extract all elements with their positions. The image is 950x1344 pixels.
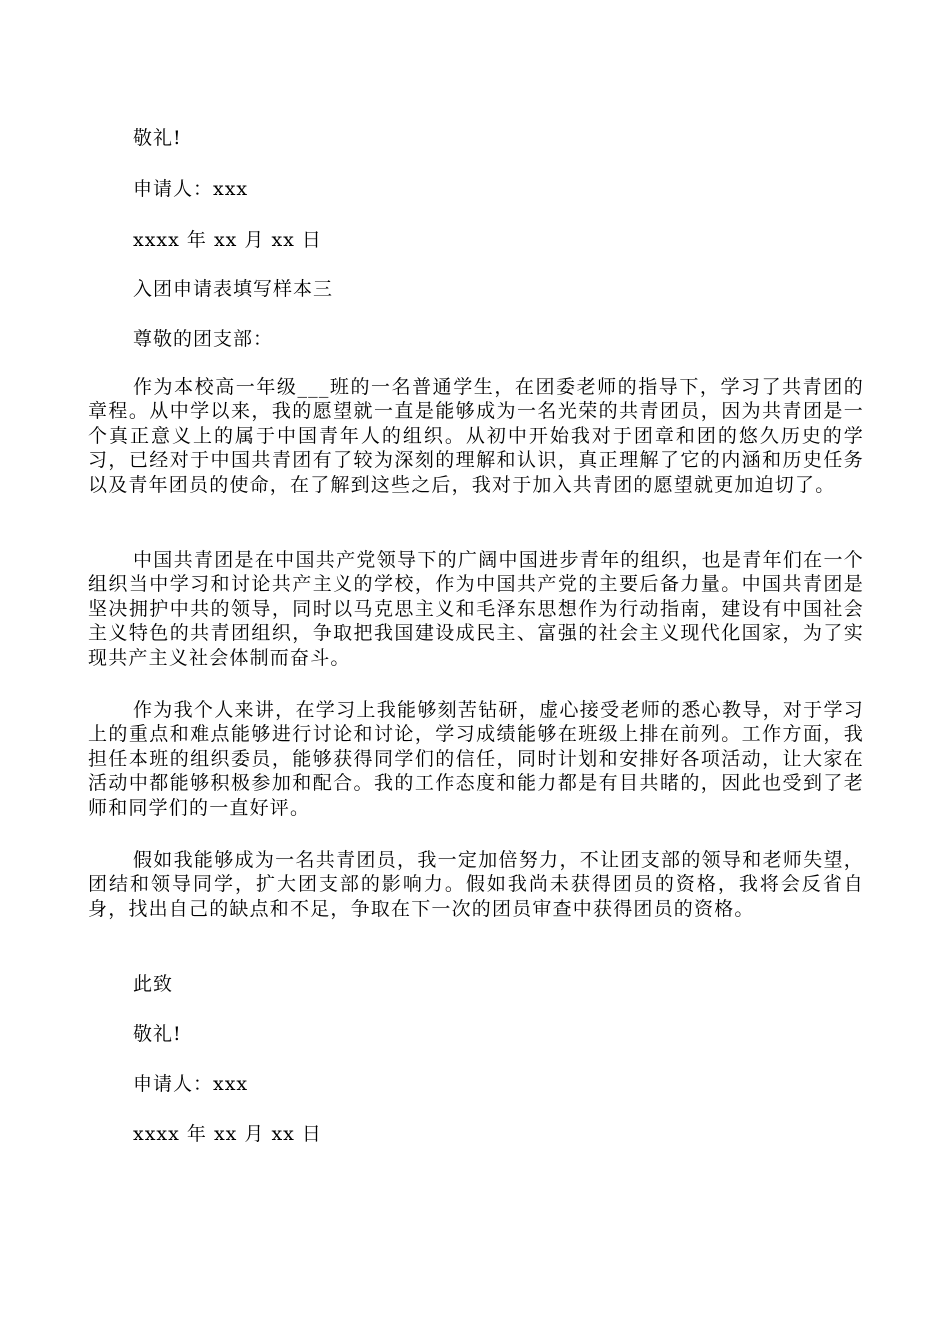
applicant-bottom: 申请人：xxx: [133, 1073, 249, 1095]
greeting: 尊敬的团支部：: [133, 328, 274, 350]
paragraph-1: 作为本校高一年级___班的一名普通学生，在团委老师的指导下，学习了共青团的章程。从中学以来，我的愿望就一直是能够成为一名光荣的共青团员，因为共青团是一个真正意义上的属于中国青年人的组织。从初中开始我对于团章和团的悠久历史的学习，已经对于中国共青团有了较为深刻的理解和认识，真正理解了它的内涵和历史任务以及青年团员的使命，在了解到这些之后，我对于加入共青团的愿望就更加迫切了。: [88, 376, 864, 496]
paragraph-3: 作为我个人来讲，在学习上我能够刻苦钻研，虚心接受老师的悉心教导，对于学习上的重点和难点能够进行讨论和讨论，学习成绩能够在班级上排在前列。工作方面，我担任本班的组织委员，能够获得同学们的信任，同时计划和安排好各项活动，让大家在活动中都能够积极参加和配合。我的工作态度和能力都是有目共睹的，因此也受到了老师和同学们的一直好评。: [88, 699, 864, 819]
salute-top: 敬礼!: [133, 127, 182, 149]
paragraph-2: 中国共青团是在中国共产党领导下的广阔中国进步青年的组织，也是青年们在一个组织当中学习和讨论共产主义的学校，作为中国共产党的主要后备力量。中国共青团是坚决拥护中共的领导，同时以马克思主义和毛泽东思想作为行动指南，建设有中国社会主义特色的共青团组织，争取把我国建设成民主、富强的社会主义现代化国家，为了实现共产主义社会体制而奋斗。: [88, 549, 864, 669]
salute-bottom: 敬礼!: [133, 1023, 182, 1045]
paragraph-4: 假如我能够成为一名共青团员，我一定加倍努力，不让团支部的领导和老师失望，团结和领导同学，扩大团支部的影响力。假如我尚未获得团员的资格，我将会反省自身，找出自己的缺点和不足，争取在下一次的团员审查中获得团员的资格。: [88, 849, 864, 920]
regards: 此致: [133, 973, 174, 995]
date-bottom: xxxx 年 xx 月 xx 日: [133, 1123, 322, 1145]
date-top: xxxx 年 xx 月 xx 日: [133, 229, 322, 251]
applicant-top: 申请人：xxx: [133, 178, 249, 200]
section-title: 入团申请表填写样本三: [133, 278, 334, 300]
